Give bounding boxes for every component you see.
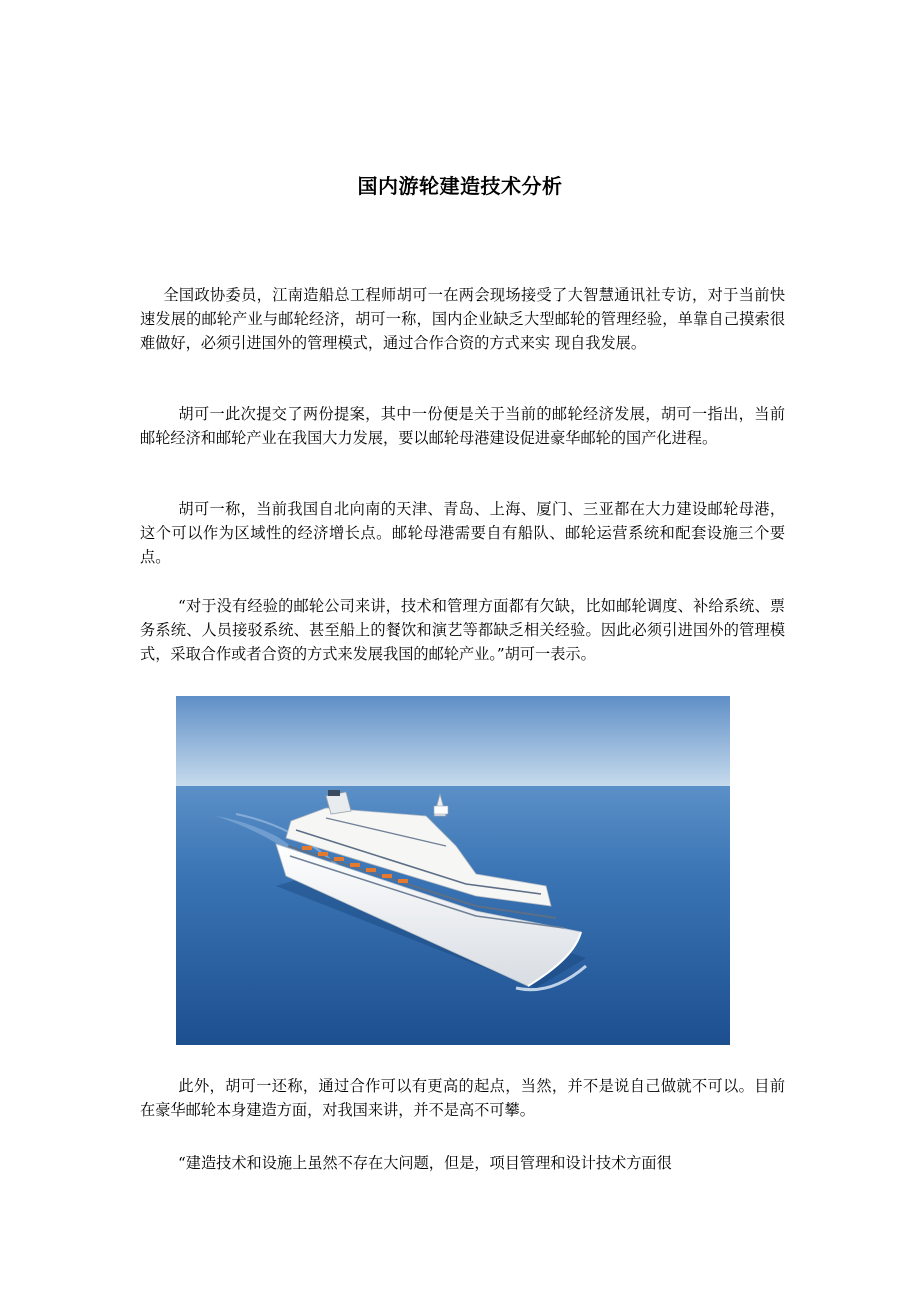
paragraph-6-text: “建造技术和设施上虽然不存在大问题，但是，项目管理和设计技术方面很: [178, 1154, 672, 1172]
paragraph-5: [140, 1074, 785, 1122]
cruise-ship-photo: [176, 696, 730, 1045]
paragraph-4-text: “对于没有经验的邮轮公司来讲，技术和管理方面都有欠缺，比如邮轮调度、补给系统、票务系统、人员接驳系统、甚至船上的餐饮和演艺等都缺乏相关经验。因此必须引进国外的管理模式，采取合作或者合资的方式来发展我国的邮轮产业。”胡可一表示。: [140, 597, 785, 663]
paragraph-5-text: 此外，胡可一还称，通过合作可以有更高的起点，当然，并不是说自己做就不可以。目前在豪华邮轮本身建造方面，对我国来讲，并不是高不可攀。: [140, 1077, 785, 1119]
document-title: 国内游轮建造技术分析: [357, 174, 563, 198]
sky: [176, 696, 730, 788]
cruise-ship-illustration: [176, 696, 730, 1045]
paragraph-2-text: 胡可一此次提交了两份提案，其中一份便是关于当前的邮轮经济发展，胡可一指出，当前邮轮经济和邮轮产业在我国大力发展，要以邮轮母港建设促进豪华邮轮的国产化进程。: [140, 405, 785, 447]
paragraph-2: [140, 402, 785, 450]
paragraph-3-text: 胡可一称，当前我国自北向南的天津、青岛、上海、厦门、三亚都在大力建设邮轮母港，这个可以作为区域性的经济增长点。邮轮母港需要自有船队、邮轮运营系统和配套设施三个要点。: [140, 500, 785, 566]
paragraph-1: [140, 283, 785, 355]
paragraph-1-text: 全国政协委员，江南造船总工程师胡可一在两会现场接受了大智慧通讯社专访，对于当前快速发展的邮轮产业与邮轮经济，胡可一称，国内企业缺乏大型邮轮的管理经验，单靠自己摸索很难做好，必须引进国外的管理模式，通过合作合资的方式来实 现自我发展。: [140, 286, 785, 352]
paragraph-6: [140, 1151, 785, 1175]
paragraph-4: [140, 594, 785, 666]
paragraph-3: [140, 497, 785, 569]
